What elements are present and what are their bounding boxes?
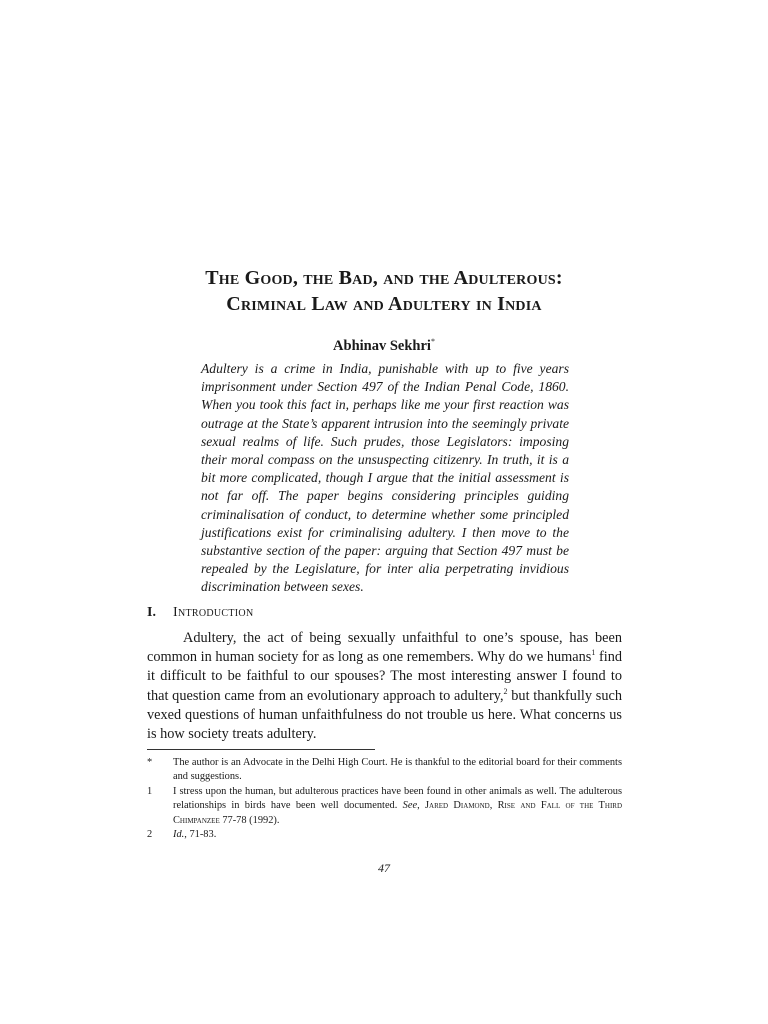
footnote-2 [147, 828, 622, 842]
body-segment-2: find it difficult to be faithful to our spouses? The most interesting answer I found to that question came from an evolutionary approach to adultery, [147, 649, 623, 704]
footnote-text [173, 828, 622, 842]
footnote-1-see: See [402, 800, 418, 812]
footnote-1-text-a: I stress upon the human, but adulterous practices have been found in other animals as well. The adulterous relationships in birds have been well documented. [173, 785, 622, 812]
body-text [147, 629, 622, 744]
footnote-1 [147, 785, 622, 828]
author-name: Abhinav Sekhri [333, 338, 431, 354]
abstract [201, 360, 569, 597]
footnote-2-text: , 71-83. [184, 829, 217, 841]
footnote-text [173, 785, 622, 828]
title-line-2: Criminal Law and Adultery in India [226, 293, 542, 315]
footnotes [147, 756, 622, 842]
body-segment-3: but thankfully such vexed questions of human unfaithfulness do not trouble us here. What concerns us is how society treats adultery. [147, 687, 622, 743]
footnote-ref-2: 2 [503, 686, 508, 696]
footnote-2-id: Id. [173, 829, 185, 841]
section-heading [147, 604, 627, 622]
title-line-1: The Good, the Bad, and the Adulterous: [205, 267, 563, 289]
footnote-divider [147, 749, 375, 750]
section-title: Introduction [173, 605, 254, 620]
footnote-author [147, 756, 622, 785]
article-title [120, 265, 648, 317]
body-paragraph [147, 629, 622, 744]
author-byline [120, 333, 648, 355]
footnote-1-book: Jared Diamond, Rise and Fall of the Third Chimpanzee [173, 800, 622, 826]
footnote-mark: * [147, 757, 153, 768]
footnote-ref-1: 1 [591, 648, 596, 658]
author-footnote-mark: * [430, 337, 435, 346]
page-number: 47 [378, 861, 390, 875]
footnote-1-separator: , [417, 800, 426, 812]
footnote-mark: 2 [147, 829, 153, 841]
footnote-text: The author is an Advocate in the Delhi High Court. He is thankful to the editorial board for their comments and suggestions. [173, 757, 622, 783]
footnote-mark: 1 [147, 785, 153, 797]
footnote-1-text-b: 77-78 (1992). [219, 814, 280, 826]
section-number: I. [147, 605, 156, 620]
body-segment-1: Adultery, the act of being sexually unfaithful to one’s spouse, has been common in human society for as long as one remembers. Why do we humans [147, 630, 622, 666]
abstract-text: Adultery is a crime in India, punishable with up to five years imprisonment under Section 497 of the Indian Penal Code, 1860. When you took this fact in, perhaps like me your first reaction was outrage at the State’s apparent intrusion into the seemingly private sexual realms of life. Such prudes, those Legislators: imposing their moral compass on the unsuspecting citizenry. In truth, it is a bit more complicated, though I argue that the initial assessment is not far off. The paper begins considering principles guiding criminalisation of conduct, to determine whether some principled justifications exist for criminalising adultery. I then move to the substantive section of the paper: arguing that Section 497 must be repealed by the Legislature, for inter alia perpetrating invidious discrimination between sexes. [201, 361, 569, 595]
